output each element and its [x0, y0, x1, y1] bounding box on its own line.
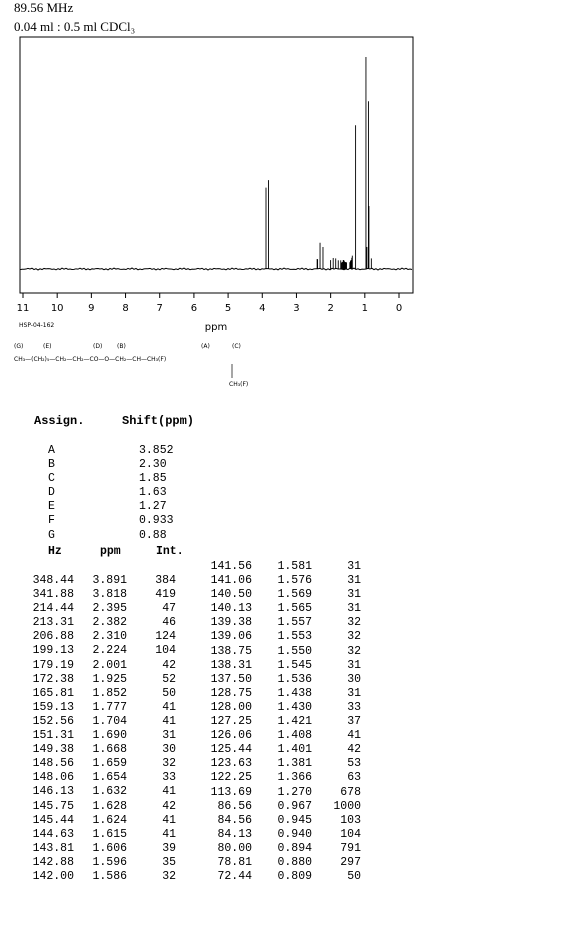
peak-right-cell: 122.25 — [210, 771, 252, 785]
peak-right-cell: 1.581 — [277, 560, 312, 573]
peak-left-cell: 149.38 — [32, 743, 74, 757]
peak-right-cell: 84.13 — [217, 827, 252, 841]
assign-column-header: Assign. — [34, 414, 85, 428]
x-tick-label: 6 — [190, 303, 198, 314]
peak-right-cell: 1.381 — [277, 757, 312, 771]
peak-right-row — [0, 574, 361, 588]
peak-right-cell: 50 — [347, 870, 361, 884]
peak-right-cell: 1.550 — [277, 644, 312, 658]
peak-right-row — [0, 729, 361, 743]
peak-left-cell: 148.56 — [32, 757, 74, 771]
peak-left-cell: 172.38 — [32, 672, 74, 686]
x-tick-label: 1 — [361, 303, 369, 314]
peak-right-cell: 1.408 — [277, 729, 312, 743]
peak-right-cell: 128.75 — [210, 686, 252, 700]
assignment-row — [48, 529, 174, 543]
peak-left-cell: 42 — [162, 799, 176, 813]
peak-left-cell: 32 — [162, 869, 176, 883]
peak-right-row — [0, 842, 361, 856]
sample-concentration: 0.04 ml : 0.5 ml CDCl₃ — [14, 19, 136, 34]
peak-right-row — [0, 616, 361, 630]
structure-branch: CH₃(F) — [229, 381, 249, 388]
peak-left-cell: 42 — [162, 658, 176, 672]
peak-right-cell: 1.430 — [277, 700, 312, 714]
peak-right-cell: 138.75 — [210, 644, 252, 658]
peak-left-cell: 1.606 — [92, 841, 127, 855]
structure-label-d: (D) — [93, 343, 103, 350]
peak-right-cell: 1.536 — [277, 672, 312, 686]
peak-left-cell: 214.44 — [32, 602, 74, 616]
spectrum-baseline — [20, 268, 412, 270]
peak-left-cell: 30 — [162, 743, 176, 757]
peak-right-cell: 0.809 — [277, 870, 312, 884]
assignment-table — [48, 444, 174, 543]
shift-column-header: Shift(ppm) — [122, 414, 195, 428]
spectrum-peaks — [266, 57, 371, 269]
peak-right-cell: 1.553 — [277, 630, 312, 644]
peak-right-row — [0, 771, 361, 785]
peak-right-cell: 125.44 — [210, 743, 252, 757]
peak-right-row — [0, 588, 361, 602]
ppm-column-header: ppm — [100, 545, 121, 558]
peak-left-cell: 179.19 — [32, 658, 74, 672]
x-axis-ticks — [17, 293, 403, 314]
peak-left-cell: 2.382 — [92, 616, 127, 630]
peak-right-cell: 123.63 — [210, 757, 252, 771]
peak-left-cell: 1.654 — [92, 771, 127, 785]
peak-left-cell: 1.632 — [92, 785, 127, 799]
assignment-row — [48, 458, 174, 472]
peak-left-cell: 159.13 — [32, 700, 74, 714]
peak-right-cell: 86.56 — [217, 799, 252, 813]
peak-right-cell: 41 — [347, 729, 361, 743]
peak-right-cell: 84.56 — [217, 813, 252, 827]
assignment-row — [48, 486, 174, 500]
peak-right-cell: 1.438 — [277, 686, 312, 700]
peak-right-cell: 63 — [347, 771, 361, 785]
peak-left-cell: 47 — [162, 602, 176, 616]
peak-right-cell: 1.366 — [277, 771, 312, 785]
peak-left-cell: 52 — [162, 672, 176, 686]
peak-right-cell: 1.557 — [277, 616, 312, 630]
peak-right-cell: 1.565 — [277, 602, 312, 616]
peak-left-cell: 142.88 — [32, 855, 74, 869]
peak-left-cell: 143.81 — [32, 841, 74, 855]
assignment-shift: 1.27 — [139, 500, 167, 514]
peak-right-cell: 32 — [347, 630, 361, 644]
peak-right-row — [0, 687, 361, 701]
peak-right-row — [0, 814, 361, 828]
peak-right-row — [0, 645, 361, 659]
x-tick-label: 5 — [224, 303, 232, 314]
peak-right-cell: 113.69 — [210, 785, 252, 799]
peak-right-row — [0, 560, 361, 574]
assignment-shift: 1.85 — [139, 472, 167, 486]
peak-right-row — [0, 800, 361, 814]
structure-diagram — [14, 342, 314, 390]
peak-right-cell: 37 — [347, 715, 361, 729]
x-axis-label: ppm — [204, 322, 228, 333]
peak-right-cell: 1.421 — [277, 715, 312, 729]
hz-column-header: Hz — [48, 545, 62, 558]
peak-right-cell: 31 — [347, 686, 361, 700]
assignment-label: A — [48, 444, 55, 457]
peak-right-cell: 0.894 — [277, 841, 312, 855]
peak-right-cell: 31 — [347, 602, 361, 616]
peak-right-row — [0, 828, 361, 842]
peak-right-cell: 138.31 — [210, 658, 252, 672]
peak-right-cell: 42 — [347, 743, 361, 757]
peak-left-cell: 2.395 — [92, 602, 127, 616]
peak-left-cell: 1.852 — [92, 686, 127, 700]
peak-right-cell: 141.56 — [210, 560, 252, 573]
peak-right-cell: 0.880 — [277, 855, 312, 869]
peak-left-cell: 41 — [162, 785, 176, 799]
peak-right-cell: 104 — [340, 827, 361, 841]
peak-right-cell: 31 — [347, 574, 361, 588]
peak-left-cell: 165.81 — [32, 686, 74, 700]
peak-right-row — [0, 602, 361, 616]
structure-label-a: (A) — [201, 343, 210, 350]
peak-left-cell: 41 — [162, 700, 176, 714]
peak-right-row — [0, 786, 361, 800]
peak-right-cell: 127.25 — [210, 715, 252, 729]
assignment-label: D — [48, 486, 55, 500]
peak-right-cell: 140.50 — [210, 588, 252, 602]
nmr-spectrum-chart — [0, 0, 570, 340]
peak-left-cell: 41 — [162, 827, 176, 841]
peak-left-cell: 206.88 — [32, 630, 74, 644]
assignment-label: F — [48, 514, 55, 528]
x-tick-label: 8 — [122, 303, 129, 314]
peak-left-cell: 33 — [162, 771, 176, 785]
peak-right-row — [0, 757, 361, 771]
peak-left-cell: 2.001 — [92, 658, 127, 672]
peak-left-cell: 41 — [162, 813, 176, 827]
peak-left-cell: 1.668 — [92, 743, 127, 757]
peak-right-cell: 31 — [347, 658, 361, 672]
peak-left-cell: 199.13 — [32, 644, 74, 658]
peak-right-cell: 31 — [347, 560, 361, 573]
assignment-label: B — [48, 458, 55, 472]
x-tick-label: 7 — [156, 303, 163, 314]
peak-right-row — [0, 659, 361, 673]
peak-left-cell: 341.88 — [32, 588, 74, 602]
peak-right-cell: 1.401 — [277, 743, 312, 757]
peak-right-cell: 1.270 — [277, 785, 312, 799]
assignment-shift: 0.88 — [139, 528, 167, 542]
peak-left-cell: 1.659 — [92, 757, 127, 771]
x-tick-label: 11 — [16, 303, 30, 314]
peak-right-cell: 126.06 — [210, 729, 252, 743]
peak-right-cell: 1.545 — [277, 658, 312, 672]
plot-frame — [20, 37, 413, 293]
peak-right-cell: 1000 — [333, 799, 361, 813]
peak-left-cell: 384 — [155, 574, 176, 587]
peak-left-cell: 32 — [162, 757, 176, 771]
assignment-shift: 3.852 — [139, 444, 174, 457]
assignment-label: E — [48, 500, 55, 514]
peak-left-cell: 2.224 — [92, 644, 127, 658]
peak-right-cell: 53 — [347, 757, 361, 771]
peak-left-cell: 1.777 — [92, 700, 127, 714]
assignment-row — [48, 500, 174, 514]
peak-left-cell: 142.00 — [32, 869, 74, 883]
peak-right-row — [0, 743, 361, 757]
structure-label-c: (C) — [232, 343, 241, 350]
peak-right-cell: 31 — [347, 588, 361, 602]
peak-left-cell: 124 — [155, 630, 176, 644]
structure-label-g: (G) — [14, 343, 24, 350]
x-tick-label: 4 — [259, 303, 266, 314]
peak-right-cell: 33 — [347, 700, 361, 714]
peak-right-row — [0, 630, 361, 644]
structure-label-b: (B) — [117, 343, 126, 350]
peak-left-cell: 152.56 — [32, 714, 74, 728]
x-tick-label: 2 — [327, 303, 334, 314]
peak-right-cell: 141.06 — [210, 574, 252, 588]
peak-right-cell: 30 — [347, 672, 361, 686]
assignment-row — [48, 444, 174, 458]
peak-left-cell: 41 — [162, 714, 176, 728]
x-tick-label: 0 — [395, 303, 403, 314]
peak-right-cell: 139.06 — [210, 630, 252, 644]
x-tick-label: 9 — [88, 303, 95, 314]
peak-right-cell: 1.569 — [277, 588, 312, 602]
peak-left-cell: 419 — [155, 588, 176, 602]
peak-left-cell: 1.624 — [92, 813, 127, 827]
peak-left-cell: 39 — [162, 841, 176, 855]
peak-left-cell: 145.75 — [32, 799, 74, 813]
peak-left-cell: 144.63 — [32, 827, 74, 841]
peak-left-cell: 104 — [155, 644, 176, 658]
peak-right-row — [0, 701, 361, 715]
peak-right-cell: 137.50 — [210, 672, 252, 686]
peak-right-cell: 80.00 — [217, 841, 252, 855]
assignment-shift: 0.933 — [139, 514, 174, 528]
peak-left-cell: 46 — [162, 616, 176, 630]
peak-right-cell: 678 — [340, 785, 361, 799]
peak-left-cell: 3.891 — [92, 574, 127, 587]
x-tick-label: 3 — [293, 303, 300, 314]
peak-right-cell: 32 — [347, 644, 361, 658]
int-column-header: Int. — [156, 545, 184, 558]
spectrometer-frequency: 89.56 MHz — [14, 0, 74, 15]
peak-right-cell: 0.967 — [277, 799, 312, 813]
peak-left-cell: 1.704 — [92, 714, 127, 728]
spectrum-code: HSP-04-162 — [19, 322, 55, 329]
peak-left-cell: 1.925 — [92, 672, 127, 686]
peak-right-cell: 78.81 — [217, 855, 252, 869]
assignment-label: C — [48, 472, 55, 486]
peak-right-cell: 791 — [340, 841, 361, 855]
peak-right-cell: 140.13 — [210, 602, 252, 616]
peak-left-cell: 50 — [162, 686, 176, 700]
peak-right-cell: 297 — [340, 855, 361, 869]
peak-left-cell: 151.31 — [32, 729, 74, 743]
peak-right-cell: 0.940 — [277, 827, 312, 841]
peak-right-cell: 1.576 — [277, 574, 312, 588]
peak-right-cell: 0.945 — [277, 813, 312, 827]
peak-left-cell: 1.586 — [92, 869, 127, 883]
assignment-label: G — [48, 528, 55, 542]
peak-left-cell: 1.615 — [92, 827, 127, 841]
peak-left-cell: 1.690 — [92, 729, 127, 743]
peak-left-cell: 213.31 — [32, 616, 74, 630]
peak-left-cell: 348.44 — [32, 574, 74, 587]
peak-right-cell: 32 — [347, 616, 361, 630]
assignment-shift: 1.63 — [139, 486, 167, 500]
peak-left-cell: 3.818 — [92, 588, 127, 602]
peak-right-cell: 72.44 — [217, 870, 252, 884]
peak-right-row — [0, 870, 361, 884]
peak-right-row — [0, 856, 361, 870]
peak-right-row — [0, 673, 361, 687]
assignment-shift: 2.30 — [139, 458, 167, 472]
structure-label-e: (E) — [43, 343, 52, 350]
assignment-row — [48, 472, 174, 486]
peak-left-cell: 35 — [162, 855, 176, 869]
peak-left-cell: 146.13 — [32, 785, 74, 799]
peak-table-right — [0, 560, 361, 884]
peak-right-cell: 128.00 — [210, 700, 252, 714]
peak-left-cell: 2.310 — [92, 630, 127, 644]
peak-left-cell: 1.596 — [92, 855, 127, 869]
x-tick-label: 10 — [50, 303, 64, 314]
peak-right-row — [0, 715, 361, 729]
peak-left-cell: 148.06 — [32, 771, 74, 785]
peak-right-cell: 139.38 — [210, 616, 252, 630]
peak-left-cell: 31 — [162, 729, 176, 743]
peak-right-cell: 103 — [340, 813, 361, 827]
peak-left-cell: 145.44 — [32, 813, 74, 827]
structure-formula: CH₃—(CH₂)₅—CH₂—CH₂—CO—O—CH₂—CH—CH₃(F) — [14, 356, 167, 363]
peak-left-cell: 1.628 — [92, 799, 127, 813]
assignment-row — [48, 514, 174, 528]
